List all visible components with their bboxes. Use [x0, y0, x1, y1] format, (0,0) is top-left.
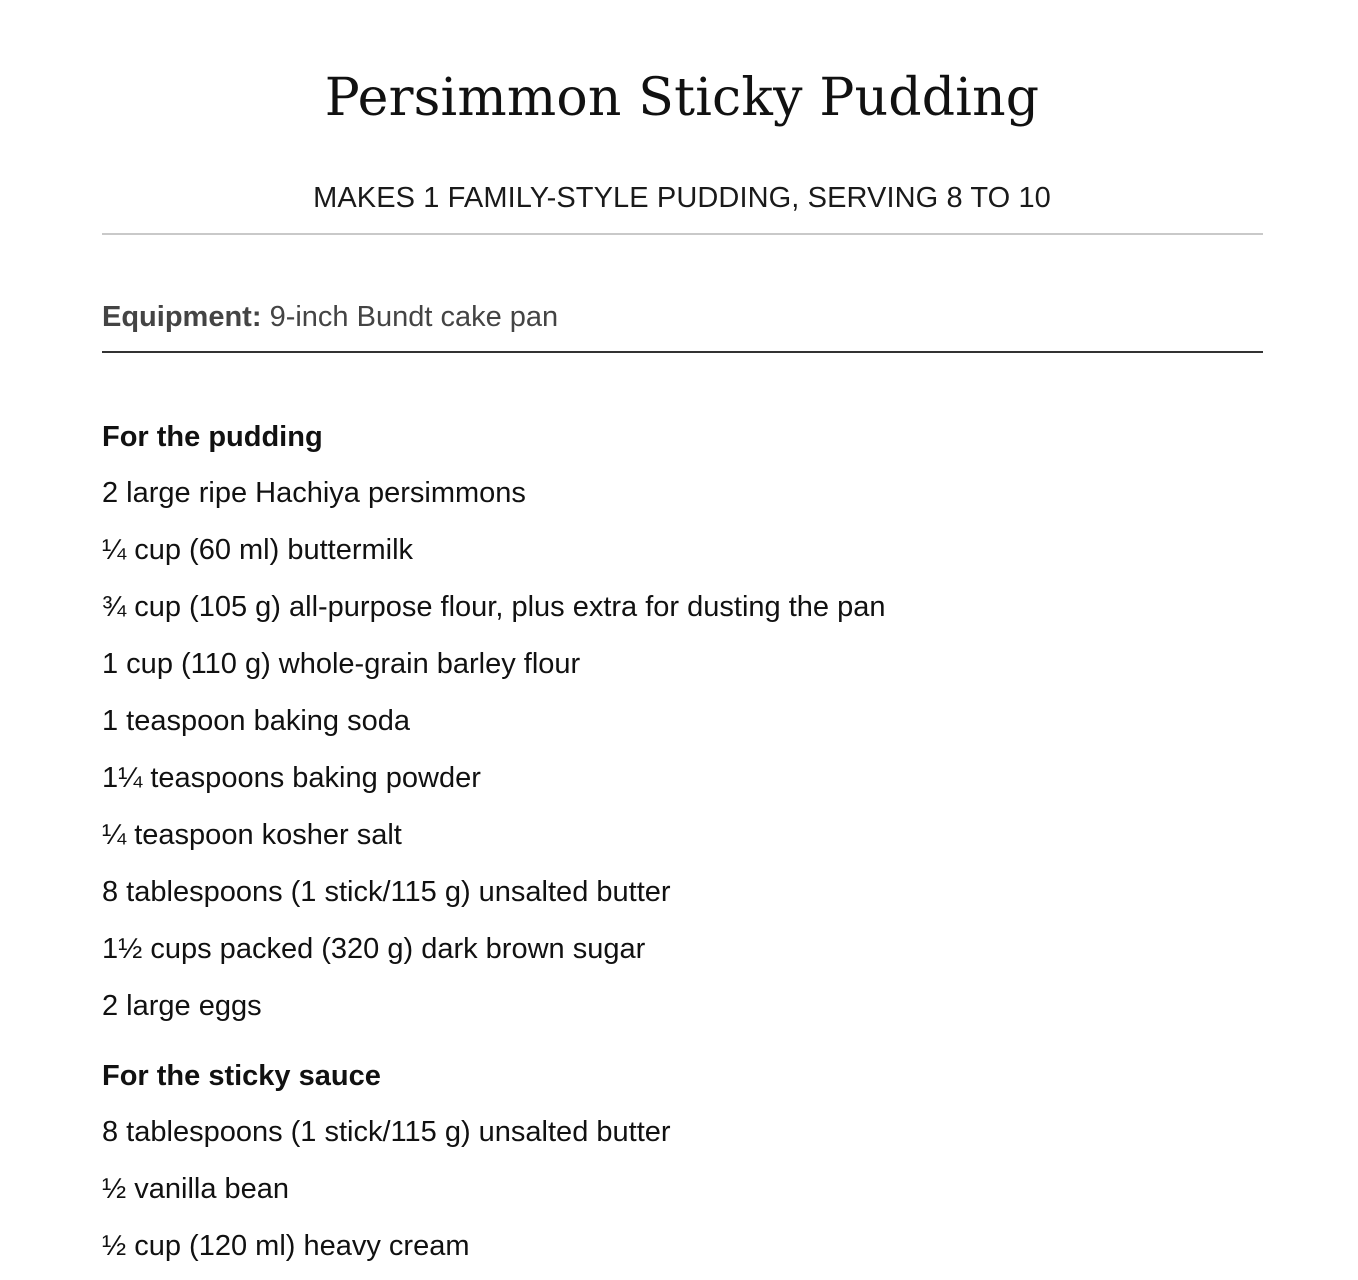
ingredient-item: 1½ cups packed (320 g) dark brown sugar: [102, 933, 646, 965]
ingredient-item: 1¼ teaspoons baking powder: [102, 762, 481, 794]
equipment-label: Equipment:: [102, 301, 262, 333]
ingredient-item: ¾ cup (105 g) all-purpose flour, plus extra for dusting the pan: [102, 591, 886, 623]
ingredient-item: ½ cup (120 ml) heavy cream: [102, 1230, 470, 1262]
ingredient-item: ¼ cup (60 ml) buttermilk: [102, 534, 414, 566]
ingredient-section-sauce: [102, 1059, 1262, 1263]
ingredient-item: 8 tablespoons (1 stick/115 g) unsalted butter: [102, 876, 671, 908]
ingredient-item: 2 large ripe Hachiya persimmons: [102, 477, 526, 509]
ingredient-item: 1 teaspoon baking soda: [102, 705, 410, 737]
ingredient-list: [102, 476, 1262, 1023]
equipment-value: 9-inch Bundt cake pan: [269, 301, 559, 333]
ingredient-list: [102, 1115, 1262, 1263]
divider-light: [102, 233, 1263, 235]
section-heading: For the pudding: [102, 421, 323, 453]
equipment-line: [102, 300, 558, 334]
recipe-yield: MAKES 1 FAMILY-STYLE PUDDING, SERVING 8 TO 10: [313, 182, 1051, 214]
ingredient-item: ½ vanilla bean: [102, 1173, 290, 1205]
section-heading: For the sticky sauce: [102, 1060, 381, 1092]
ingredient-item: 2 large eggs: [102, 990, 262, 1022]
divider-dark: [102, 351, 1263, 353]
recipe-title: Persimmon Sticky Pudding: [324, 68, 1040, 128]
ingredient-section-pudding: [102, 420, 1262, 1023]
ingredient-item: 1 cup (110 g) whole-grain barley flour: [102, 648, 581, 680]
ingredient-item: ¼ teaspoon kosher salt: [102, 819, 402, 851]
ingredient-item: 8 tablespoons (1 stick/115 g) unsalted butter: [102, 1116, 671, 1148]
